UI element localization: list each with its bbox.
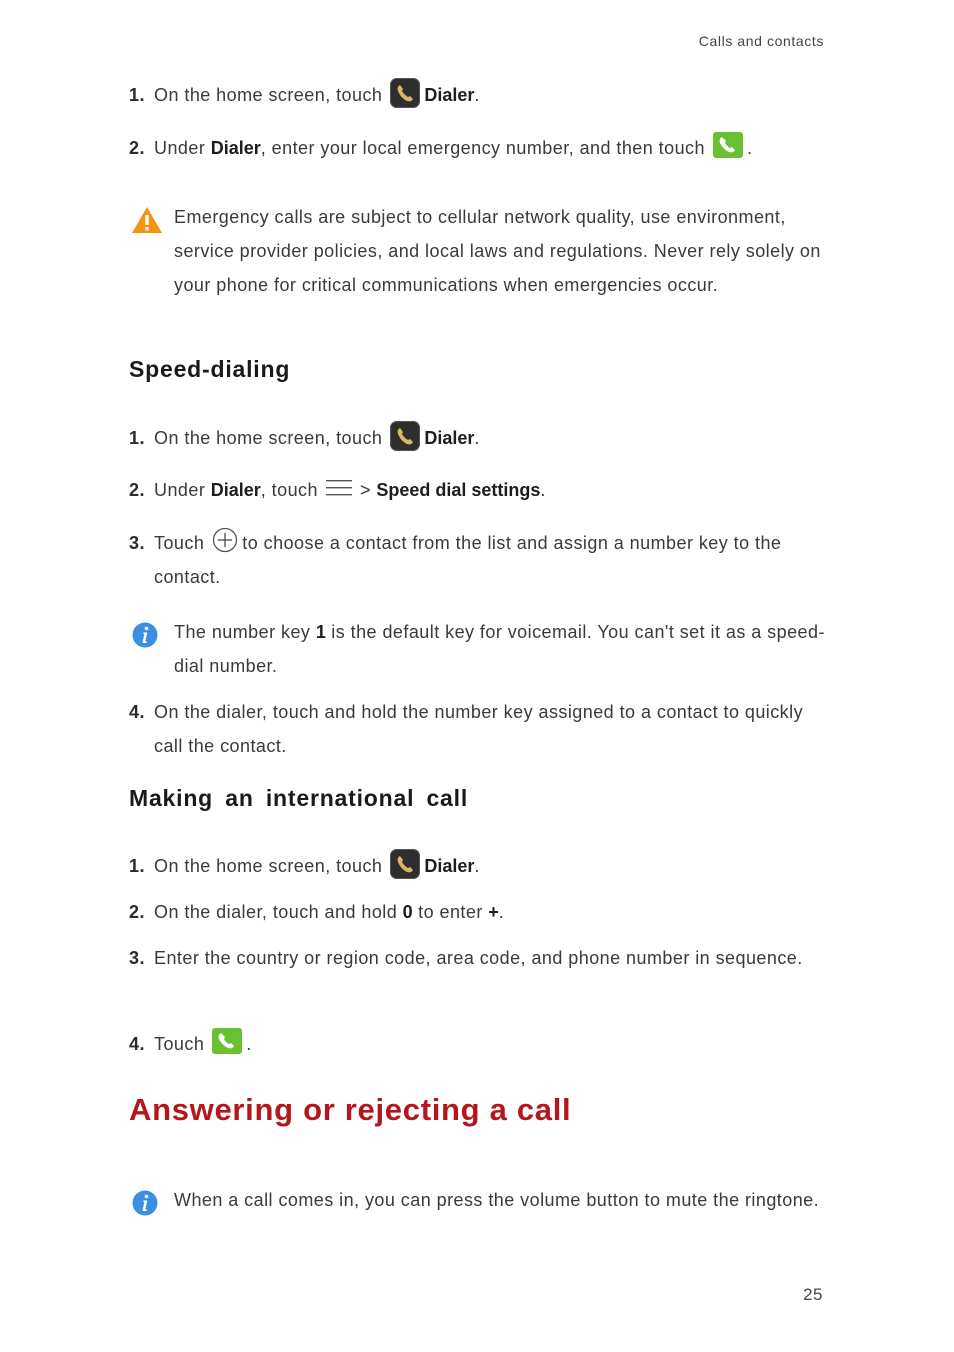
speed-step-2: 2. Under Dialer, touch > Speed dial settings. bbox=[129, 480, 546, 500]
add-icon[interactable] bbox=[212, 527, 238, 553]
menu-icon[interactable] bbox=[326, 478, 352, 498]
page-header: Calls and contacts bbox=[698, 33, 824, 49]
warning-note: Emergency calls are subject to cellular network quality, use environment, service provider policies, and local laws and regulations. Never rely solely on your phone for critical communications when emergencies occur. bbox=[174, 200, 834, 302]
speed-step-1: 1. On the home screen, touch Dialer. bbox=[129, 421, 829, 455]
international-step-2: 2. On the dialer, touch and hold 0 to enter +. bbox=[129, 902, 505, 922]
page-number: 25 bbox=[803, 1285, 823, 1304]
call-icon[interactable] bbox=[212, 1028, 242, 1054]
emergency-step-1: 1. On the home screen, touch Dialer. bbox=[129, 78, 829, 112]
speed-dialing-heading: Speed-dialing bbox=[129, 356, 291, 382]
international-call-heading: Making an international call bbox=[129, 785, 469, 811]
international-step-4: 4. Touch . bbox=[129, 1027, 829, 1061]
international-step-1: 1. On the home screen, touch Dialer. bbox=[129, 849, 829, 883]
answering-call-heading: Answering or rejecting a call bbox=[129, 1092, 572, 1127]
speed-step-4: 4. On the dialer, touch and hold the number key assigned to a contact to quickly call the contact. bbox=[129, 702, 804, 756]
speed-step-3: 3. Touch to choose a contact from the list and assign a number key to the contact. bbox=[129, 526, 829, 594]
dialer-icon[interactable] bbox=[390, 78, 420, 108]
emergency-step-2: 2. Under Dialer, enter your local emergency number, and then touch . bbox=[129, 131, 829, 165]
info-icon bbox=[131, 1189, 159, 1228]
mute-info-note: When a call comes in, you can press the volume button to mute the ringtone. bbox=[174, 1183, 834, 1217]
voicemail-info-note: The number key 1 is the default key for voicemail. You can't set it as a speed-dial number. bbox=[174, 615, 834, 683]
international-step-3: 3. Enter the country or region code, area code, and phone number in sequence. bbox=[129, 948, 803, 968]
call-icon[interactable] bbox=[713, 132, 743, 158]
dialer-icon[interactable] bbox=[390, 849, 420, 879]
warning-icon bbox=[131, 206, 163, 245]
info-icon bbox=[131, 621, 159, 660]
dialer-icon[interactable] bbox=[390, 421, 420, 451]
